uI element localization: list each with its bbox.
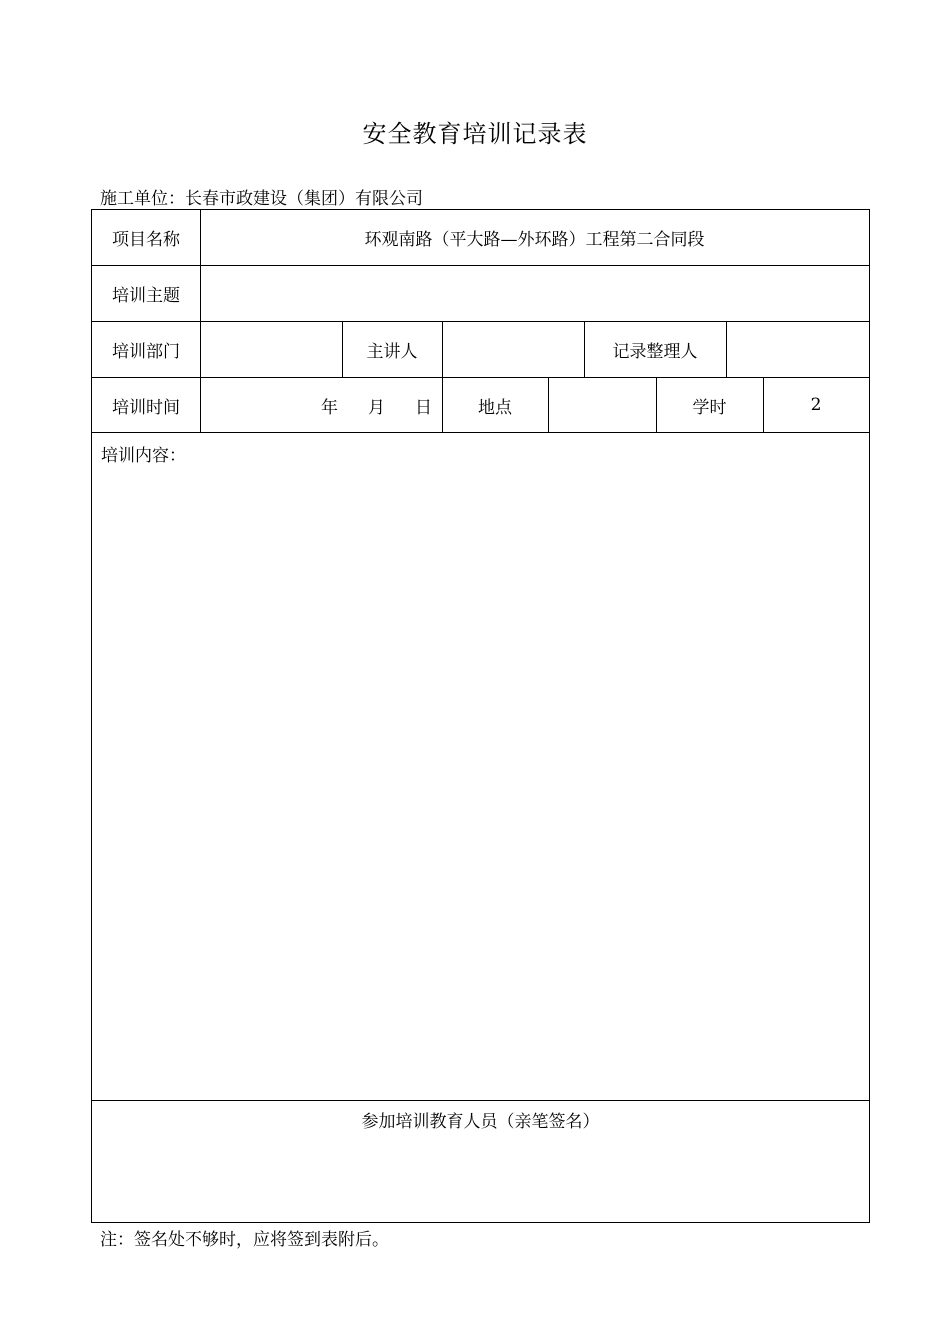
- recorder-value[interactable]: [726, 322, 869, 377]
- construction-unit: 施工单位：长春市政建设（集团）有限公司: [100, 189, 423, 209]
- form-title: 安全教育培训记录表: [362, 120, 588, 148]
- date-value[interactable]: [200, 378, 442, 432]
- lecturer-value[interactable]: [442, 322, 584, 377]
- row-project-name: [92, 210, 869, 266]
- month-label: 月: [368, 397, 385, 418]
- location-value[interactable]: [548, 378, 656, 432]
- department-value[interactable]: [200, 322, 342, 377]
- topic-label: 培训主题: [112, 286, 180, 306]
- hours-value[interactable]: 2: [810, 395, 822, 415]
- training-content-label: 培训内容：: [101, 446, 186, 466]
- time-label: 培训时间: [112, 397, 180, 418]
- project-name-label: 项目名称: [112, 230, 180, 250]
- year-label: 年: [321, 397, 338, 418]
- row-time: [92, 378, 869, 433]
- training-content-area[interactable]: [92, 433, 869, 1101]
- hours-label: 学时: [692, 397, 727, 418]
- topic-value[interactable]: [200, 266, 869, 321]
- day-label: 日: [415, 397, 432, 418]
- location-label: 地点: [478, 397, 512, 418]
- participants-label: 参加培训教育人员（亲笔签名）: [361, 1112, 600, 1132]
- lecturer-label: 主讲人: [366, 342, 418, 362]
- row-department: [92, 322, 869, 378]
- row-topic: [92, 266, 869, 322]
- footnote: 注：签名处不够时，应将签到表附后。: [100, 1230, 389, 1250]
- department-label: 培训部门: [112, 342, 180, 362]
- training-record-form: [91, 209, 870, 1223]
- recorder-label: 记录整理人: [612, 342, 698, 362]
- project-name-value[interactable]: 环观南路（平大路—外环路）工程第二合同段: [364, 230, 705, 250]
- participants-signature-area[interactable]: [92, 1101, 869, 1222]
